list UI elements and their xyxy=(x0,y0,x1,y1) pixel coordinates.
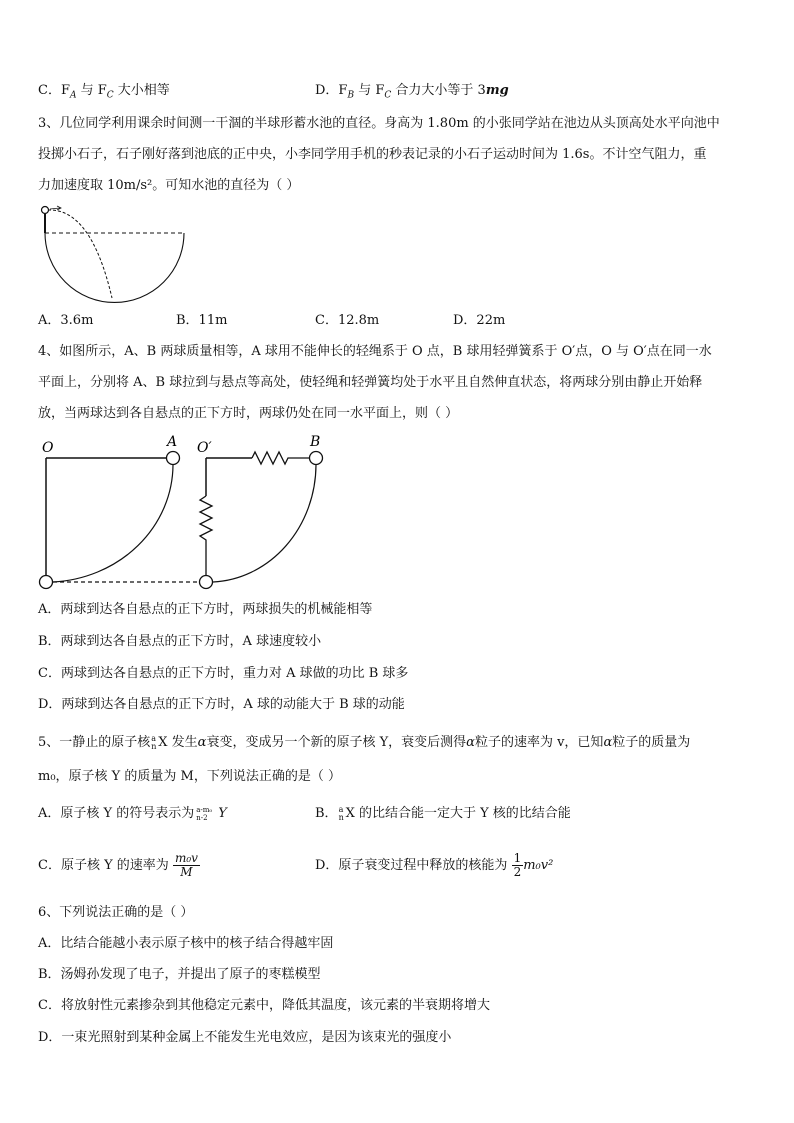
q5-option-d xyxy=(315,852,553,879)
q5-option-b-mass: a xyxy=(338,804,344,814)
q5-option-b-charge: n xyxy=(338,812,344,822)
q5-text-d: 衰变，变成另一个新的原子核 Y，衰变后测得 xyxy=(206,735,467,750)
q5-stem-line1 xyxy=(38,734,690,752)
q3-stem-line3: 力加速度取 10m/s²。可知水池的直径为（ ） xyxy=(38,178,300,193)
q6-option-d: D．一束光照射到某种金属上不能发生光电效应，是因为该束光的强度小 xyxy=(38,1030,452,1045)
q5-alpha-1: α xyxy=(197,735,207,750)
q4-option-c: C．两球到达各自悬点的正下方时，重力对 A 球做的功比 B 球多 xyxy=(38,666,409,681)
q3-option-b: B．11m xyxy=(176,313,228,328)
q2-option-d-mid: 与 F xyxy=(358,83,385,98)
q5-option-b-prefix: B． xyxy=(315,806,338,821)
q5-nuclide-charge: n xyxy=(151,741,157,751)
q6-stem: 6、下列说法正确的是（ ） xyxy=(38,905,194,920)
q3-stem-line1: 3、几位同学利用课余时间测一干涸的半球形蓄水池的直径。身高为 1.80m 的小张同学站在池边从头顶高处水平向池中 xyxy=(38,116,720,131)
q6-option-a: A．比结合能越小表示原子核中的核子结合得越牢固 xyxy=(38,936,334,951)
q5-option-a-sub: n-2 xyxy=(196,813,208,822)
q5-option-a-y: Y xyxy=(218,806,227,821)
q5-option-d-denominator: 2 xyxy=(513,865,522,879)
q5-option-c xyxy=(38,852,200,879)
q4-option-d: D．两球到达各自悬点的正下方时，A 球的动能大于 B 球的动能 xyxy=(38,697,405,712)
label-O-prime: O′ xyxy=(197,440,212,456)
q2-option-d-end: 合力大小等于 3 xyxy=(395,83,486,98)
q5-text-f: 粒子的质量为 xyxy=(612,735,691,750)
q5-option-b xyxy=(315,805,571,823)
q2-option-c-mid: 与 F xyxy=(80,83,107,98)
q5-option-d-fraction xyxy=(512,852,524,879)
label-B: B xyxy=(310,434,321,450)
q5-option-b-index xyxy=(338,804,346,822)
q2-option-d-mg: mg xyxy=(485,83,509,98)
q5-text-a: 5、一静止的原子核 xyxy=(38,735,151,750)
q3-option-c: C．12.8m xyxy=(315,313,380,328)
q4-option-b: B．两球到达各自悬点的正下方时，A 球速度较小 xyxy=(38,634,322,649)
q2-option-c-end: 大小相等 xyxy=(117,83,170,98)
q6-option-b: B．汤姆孙发现了电子，并提出了原子的枣糕模型 xyxy=(38,967,321,982)
q6-option-c: C．将放射性元素掺杂到其他稳定元素中，降低其温度，该元素的半衰期将增大 xyxy=(38,998,490,1013)
q3-stem-line2: 投掷小石子，石子刚好落到池底的正中央，小李同学用手机的秒表记录的小石子运动时间为 1.6s。不计空气阻力，重 xyxy=(38,147,707,162)
q5-option-a-text: A．原子核 Y 的符号表示为 xyxy=(38,806,195,821)
q2-option-c-prefix: C．F xyxy=(38,83,70,98)
q5-option-c-denominator: M xyxy=(180,865,193,879)
q5-option-b-text: X 的比结合能一定大于 Y 核的比结合能 xyxy=(345,806,571,821)
q5-nuclide-index xyxy=(150,733,158,751)
label-O: O xyxy=(42,440,54,456)
q3-option-d: D．22m xyxy=(453,313,506,328)
q5-nuclide-mass: a xyxy=(151,733,157,743)
q5-option-d-numerator: 1 xyxy=(513,851,522,865)
q5-option-d-tail: m₀v² xyxy=(523,858,554,873)
q4-stem-line1: 4、如图所示，A、B 两球质量相等，A 球用不能伸长的轻绳系于 O 点，B 球用轻弹簧系于 O′点，O 与 O′点在同一水 xyxy=(38,344,712,359)
q5-text-b: X 发生 xyxy=(158,735,198,750)
q4-stem-line3: 放，当两球达到各自悬点的正下方时，两球仍处在同一水平面上，则（ ） xyxy=(38,406,459,421)
q4-stem-line2: 平面上，分别将 A、B 球拉到与悬点等高处，使轻绳和轻弹簧均处于水平且自然伸直状态，将两球分别由静止开始释 xyxy=(38,375,703,390)
q5-option-c-text: C．原子核 Y 的速率为 xyxy=(38,858,169,873)
q3-figure-hemisphere-pool xyxy=(36,200,196,304)
q5-stem-line2: m₀，原子核 Y 的质量为 M，下列说法正确的是（ ） xyxy=(38,769,341,784)
q5-option-c-numerator: m₀v xyxy=(174,851,198,865)
q2-option-c: C．$F_A$ 与 $F_C$ 大小相等 xyxy=(38,83,170,101)
q4-figure-pendulum-spring xyxy=(36,432,336,594)
q5-option-c-fraction xyxy=(173,852,200,879)
q5-text-e: 粒子的速率为 v，已知 xyxy=(474,735,604,750)
q3-option-a: A．3.6m xyxy=(38,313,94,328)
q5-option-d-text: D．原子衰变过程中释放的核能为 xyxy=(315,858,508,873)
q5-alpha-3: α xyxy=(603,735,613,750)
q5-option-a xyxy=(38,805,227,823)
q2-option-d: D．$F_B$ 与 $F_C$ 合力大小等于 3mg xyxy=(315,83,509,101)
q5-option-a-index xyxy=(194,807,218,821)
q4-option-a: A．两球到达各自悬点的正下方时，两球损失的机械能相等 xyxy=(38,602,373,617)
label-A: A xyxy=(167,434,178,450)
q5-alpha-2: α xyxy=(466,735,475,750)
q2-option-d-prefix: D．F xyxy=(315,83,348,98)
q5-option-a-sup: a-m₀ xyxy=(196,805,213,814)
